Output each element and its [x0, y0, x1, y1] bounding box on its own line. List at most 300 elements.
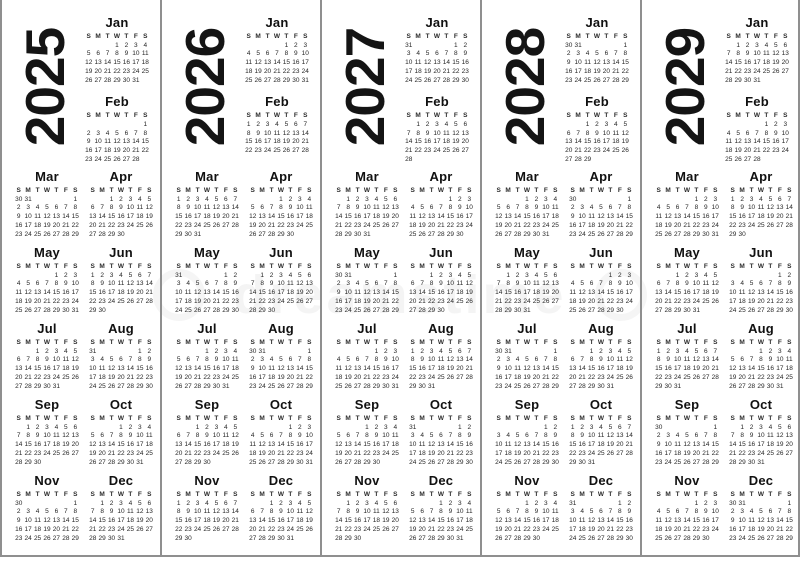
- month-grid: [494, 491, 560, 543]
- date-cell: 31: [132, 76, 140, 84]
- date-cell: 22: [569, 449, 577, 457]
- date-cell: 29: [692, 230, 701, 238]
- date-cell: 6: [745, 129, 750, 137]
- date-cell: 12: [249, 213, 257, 221]
- date-cell: 7: [275, 50, 279, 58]
- date-cell: 17: [71, 289, 79, 297]
- date-cell: 17: [405, 67, 413, 75]
- date-cell: 1: [73, 195, 78, 203]
- weekday-header-cell: S: [627, 415, 632, 422]
- date-cell: 25: [456, 297, 464, 305]
- date-cell: 30: [738, 230, 746, 238]
- date-cell: 26: [729, 382, 737, 390]
- jan-feb-stack: [564, 12, 630, 166]
- date-cell: [286, 307, 295, 316]
- date-cell: 21: [683, 221, 691, 229]
- date-cell: 18: [245, 67, 253, 75]
- date-cell: 31: [587, 458, 596, 466]
- date-cell: 10: [301, 50, 309, 58]
- weekday-header-cell: S: [303, 112, 308, 120]
- date-cell: 3: [506, 356, 510, 364]
- weekday-header-cell: S: [726, 112, 731, 120]
- date-cell: 14: [132, 138, 140, 146]
- date-cell: 19: [495, 221, 503, 229]
- weekday-header-cell: M: [25, 339, 31, 346]
- weekday-header-cell: T: [269, 491, 274, 498]
- date-cell: 5: [86, 50, 91, 58]
- date-cell: 10: [212, 432, 221, 440]
- date-cell: 20: [184, 373, 192, 381]
- date-cell: 17: [286, 517, 295, 525]
- date-cell: 31: [753, 76, 761, 84]
- date-cell: 11: [738, 289, 746, 297]
- date-cell: 20: [427, 221, 436, 229]
- weekday-header-cell: F: [383, 187, 388, 194]
- weekday-header-cell: W: [277, 187, 285, 194]
- month-block: [724, 91, 790, 164]
- date-cell: 26: [664, 534, 672, 542]
- date-cell: 26: [231, 449, 239, 457]
- date-cell: 29: [193, 458, 202, 466]
- date-cell: 22: [175, 221, 183, 229]
- weekday-header-cell: W: [117, 415, 125, 422]
- month-block: [564, 12, 630, 85]
- date-cell: 11: [117, 280, 125, 288]
- weekday-header-cell: T: [195, 263, 200, 270]
- date-cell: 25: [762, 67, 771, 75]
- date-cell: 2: [336, 280, 341, 288]
- date-cell: 9: [580, 432, 584, 440]
- month-name: Mar: [195, 169, 219, 184]
- year-top-band: [174, 12, 314, 166]
- date-cell: [88, 424, 97, 433]
- date-cell: 4: [553, 499, 558, 507]
- date-cell: [781, 77, 790, 86]
- year-wrap: [494, 12, 556, 162]
- date-cell: 23: [766, 373, 775, 381]
- date-cell: 30: [126, 458, 135, 466]
- weekday-header-cell: S: [467, 339, 472, 346]
- date-cell: 15: [551, 365, 559, 373]
- date-cell: 21: [231, 517, 239, 525]
- date-cell: [611, 156, 620, 165]
- date-cell: 14: [495, 289, 503, 297]
- weekday-header-cell: F: [137, 263, 142, 270]
- date-cell: 17: [363, 517, 371, 525]
- weekday-header-cell: W: [433, 33, 441, 40]
- date-cell: [267, 196, 276, 205]
- date-cell: 2: [448, 499, 453, 507]
- weekday-header-cell: T: [288, 187, 293, 194]
- weekday-header-cell: F: [453, 112, 458, 120]
- date-cell: 13: [418, 517, 426, 525]
- date-cell: 23: [551, 449, 559, 457]
- date-cell: [221, 459, 230, 468]
- date-cell: 29: [305, 382, 313, 390]
- weekday-header-cell: T: [35, 491, 40, 498]
- date-cell: 14: [766, 289, 775, 297]
- date-cell: 26: [277, 382, 285, 390]
- date-cell: [253, 42, 262, 51]
- date-cell: 8: [26, 432, 30, 440]
- date-cell: [551, 307, 560, 316]
- date-cell: 6: [138, 271, 142, 279]
- date-cell: 27: [738, 382, 746, 390]
- weekday-header-cell: T: [444, 112, 449, 120]
- date-cell: 29: [52, 306, 61, 314]
- date-cell: 19: [175, 373, 183, 381]
- date-cell: 9: [269, 280, 274, 288]
- date-cell: 25: [117, 297, 125, 305]
- date-cell: 20: [597, 525, 605, 533]
- date-cell: 16: [513, 289, 522, 297]
- month-block: [334, 470, 400, 546]
- date-cell: 31: [456, 534, 464, 542]
- date-cell: 28: [442, 76, 451, 84]
- date-cell: 20: [781, 59, 789, 67]
- date-cell: 23: [15, 230, 23, 238]
- date-cell: 5: [774, 41, 778, 49]
- date-cell: 4: [614, 120, 618, 128]
- date-cell: 16: [625, 517, 633, 525]
- date-cell: [14, 348, 23, 357]
- date-cell: 29: [452, 76, 460, 84]
- date-cell: 18: [33, 525, 42, 533]
- weekday-header-cell: T: [694, 415, 699, 422]
- date-cell: 22: [277, 221, 285, 229]
- date-cell: 2: [298, 423, 302, 431]
- date-cell: 19: [664, 525, 672, 533]
- date-cell: 19: [423, 67, 432, 75]
- date-cell: 31: [409, 423, 417, 431]
- date-cell: 13: [175, 441, 183, 449]
- weekday-header-cell: T: [109, 415, 114, 422]
- date-cell: 23: [107, 525, 116, 533]
- date-cell: 29: [569, 458, 577, 466]
- date-cell: 28: [574, 155, 582, 163]
- date-cell: 17: [587, 441, 596, 449]
- date-cell: 28: [578, 382, 586, 390]
- date-cell: 25: [126, 525, 135, 533]
- weekday-header-cell: F: [703, 415, 708, 422]
- weekday-header-cell: T: [374, 415, 379, 422]
- date-cell: 21: [184, 449, 192, 457]
- date-cell: 29: [734, 76, 742, 84]
- date-cell: 28: [683, 534, 691, 542]
- date-cell: 20: [606, 221, 615, 229]
- date-cell: 27: [587, 306, 596, 314]
- date-cell: 15: [738, 441, 746, 449]
- weekday-header-cell: F: [63, 263, 68, 270]
- date-cell: 19: [231, 441, 239, 449]
- date-cell: 1: [736, 41, 740, 49]
- date-cell: 18: [184, 297, 192, 305]
- month-grid: [174, 415, 240, 467]
- date-cell: 17: [602, 138, 611, 146]
- date-cell: [391, 231, 400, 240]
- date-cell: 26: [212, 221, 221, 229]
- date-cell: 2: [205, 423, 209, 431]
- weekday-header-cell: F: [293, 33, 298, 40]
- weekday-header-cell: T: [608, 263, 613, 270]
- weekday-header-cell: W: [117, 263, 125, 270]
- weekday-header-cell: S: [233, 187, 238, 194]
- date-cell: 14: [353, 441, 362, 449]
- date-cell: 7: [444, 50, 449, 58]
- date-cell: 8: [608, 280, 613, 288]
- date-cell: 16: [593, 138, 601, 146]
- date-cell: 10: [625, 280, 633, 288]
- date-cell: 24: [747, 221, 756, 229]
- date-cell: 3: [525, 271, 529, 279]
- month-block: [568, 470, 634, 546]
- month-row: [494, 166, 634, 242]
- date-cell: 11: [533, 280, 540, 288]
- date-cell: 4: [585, 50, 590, 58]
- date-cell: [465, 383, 474, 392]
- date-cell: [446, 307, 455, 316]
- month-grid: [248, 187, 314, 239]
- date-cell: 6: [16, 356, 21, 364]
- date-cell: 11: [62, 356, 70, 364]
- date-cell: 8: [100, 508, 104, 516]
- date-cell: 2: [355, 499, 360, 507]
- date-cell: 12: [62, 432, 70, 440]
- weekday-header-cell: M: [505, 263, 511, 270]
- weekday-header-cell: F: [773, 33, 778, 40]
- month-name: Jun: [269, 245, 293, 260]
- date-cell: [465, 307, 474, 316]
- weekday-header-cell: F: [297, 491, 302, 498]
- weekday-header-cell: M: [419, 339, 425, 346]
- date-cell: 26: [193, 306, 202, 314]
- date-cell: 24: [117, 525, 125, 533]
- weekday-header-cell: M: [255, 112, 261, 120]
- weekday-header-cell: M: [259, 263, 265, 270]
- date-cell: 14: [126, 365, 135, 373]
- jan-feb-stack: [724, 12, 790, 166]
- date-cell: 3: [195, 499, 200, 507]
- date-cell: 22: [414, 147, 422, 155]
- weekday-header-cell: T: [355, 263, 360, 270]
- date-cell: [381, 459, 390, 468]
- date-cell: 22: [621, 67, 629, 75]
- date-cell: 30: [532, 534, 541, 542]
- date-cell: 3: [288, 499, 293, 507]
- month-name: Aug: [748, 321, 774, 336]
- date-cell: 18: [465, 517, 473, 525]
- weekday-header-cell: S: [787, 263, 792, 270]
- weekday-header-cell: S: [176, 187, 181, 194]
- weekday-header-cell: W: [43, 339, 51, 346]
- weekday-header-cell: S: [627, 339, 632, 346]
- date-cell: 17: [305, 441, 313, 449]
- weekday-header-cell: T: [374, 263, 379, 270]
- month-name: May: [514, 245, 540, 260]
- date-cell: 23: [353, 221, 362, 229]
- date-cell: [135, 231, 144, 240]
- date-cell: 1: [618, 499, 622, 507]
- date-cell: 15: [113, 59, 121, 67]
- month-grid: [408, 339, 474, 391]
- date-cell: 19: [606, 441, 615, 449]
- date-cell: 11: [655, 213, 663, 221]
- date-cell: 14: [62, 213, 70, 221]
- date-cell: 15: [446, 213, 455, 221]
- month-block: [494, 470, 560, 546]
- weekday-header-cell: T: [54, 491, 59, 498]
- date-cell: 8: [740, 432, 744, 440]
- date-cell: 18: [286, 289, 295, 297]
- date-cell: [522, 424, 531, 433]
- date-cell: [413, 156, 422, 165]
- date-cell: 17: [606, 365, 615, 373]
- date-cell: 25: [437, 373, 445, 381]
- date-cell: [771, 156, 780, 165]
- date-cell: 17: [263, 138, 272, 146]
- date-cell: 22: [738, 449, 746, 457]
- date-cell: 25: [286, 297, 295, 305]
- date-cell: 8: [284, 50, 289, 58]
- date-cell: [231, 535, 240, 544]
- date-cell: 15: [776, 289, 784, 297]
- date-cell: 18: [597, 441, 605, 449]
- date-cell: 30: [296, 458, 304, 466]
- weekday-header-cell: F: [703, 491, 708, 498]
- date-cell: 6: [410, 280, 415, 288]
- month-grid: [14, 339, 80, 391]
- date-cell: 15: [175, 213, 183, 221]
- date-cell: 14: [747, 365, 756, 373]
- date-cell: 10: [747, 204, 756, 212]
- date-cell: 18: [513, 373, 522, 381]
- date-cell: [334, 196, 343, 205]
- date-cell: 11: [748, 517, 755, 525]
- date-cell: 27: [743, 155, 752, 163]
- weekday-header-cell: W: [757, 491, 765, 498]
- date-cell: 4: [246, 50, 251, 58]
- date-cell: 25: [551, 525, 559, 533]
- date-cell: 26: [145, 221, 153, 229]
- month-grid: [404, 112, 470, 164]
- date-cell: 23: [565, 76, 573, 84]
- date-cell: 15: [175, 517, 183, 525]
- date-cell: 4: [205, 499, 209, 507]
- date-cell: 24: [89, 382, 97, 390]
- date-cell: 1: [26, 423, 30, 431]
- date-cell: 3: [384, 423, 388, 431]
- weekday-header-cell: M: [185, 339, 191, 346]
- date-cell: 21: [776, 525, 784, 533]
- date-cell: 15: [523, 517, 531, 525]
- date-cell: 31: [222, 382, 230, 390]
- date-cell: 18: [762, 59, 771, 67]
- month-grid: [14, 263, 80, 315]
- weekday-header-cell: T: [534, 263, 539, 270]
- date-cell: 26: [606, 449, 615, 457]
- date-cell: 1: [585, 120, 590, 128]
- weekday-header-cell: T: [265, 33, 270, 40]
- date-cell: 24: [212, 449, 221, 457]
- date-cell: 18: [117, 289, 125, 297]
- date-cell: [122, 121, 131, 130]
- date-cell: 4: [410, 204, 415, 212]
- date-cell: 29: [785, 534, 793, 542]
- date-cell: 27: [757, 306, 765, 314]
- date-cell: 27: [776, 221, 784, 229]
- date-cell: 14: [418, 289, 426, 297]
- date-cell: 27: [569, 382, 577, 390]
- date-cell: 6: [307, 271, 312, 279]
- month-name: Sep: [194, 397, 220, 412]
- weekday-header-cell: S: [143, 33, 148, 40]
- month-block: [728, 166, 794, 242]
- date-cell: [343, 348, 352, 357]
- date-cell: 31: [117, 534, 125, 542]
- date-cell: [568, 272, 577, 281]
- weekday-header-cell: T: [54, 263, 59, 270]
- year-column: [0, 0, 160, 556]
- date-cell: 23: [62, 297, 70, 305]
- weekday-header-cell: S: [393, 263, 398, 270]
- date-cell: 20: [673, 525, 682, 533]
- date-cell: 5: [580, 280, 584, 288]
- date-cell: 28: [126, 382, 135, 390]
- date-cell: 15: [729, 213, 737, 221]
- date-cell: 22: [692, 525, 701, 533]
- date-cell: 17: [542, 517, 550, 525]
- date-cell: [97, 348, 106, 357]
- date-cell: 29: [409, 382, 417, 390]
- date-cell: 12: [418, 213, 426, 221]
- date-cell: 3: [26, 508, 30, 516]
- date-cell: 26: [625, 373, 633, 381]
- date-cell: 8: [525, 508, 529, 516]
- date-cell: 22: [452, 67, 460, 75]
- weekday-header-cell: T: [608, 339, 613, 346]
- date-cell: 19: [766, 213, 775, 221]
- date-cell: [747, 231, 756, 240]
- date-cell: 25: [418, 458, 426, 466]
- date-cell: 11: [456, 280, 464, 288]
- date-cell: 7: [768, 280, 773, 288]
- date-cell: [107, 424, 116, 433]
- date-cell: 18: [683, 365, 691, 373]
- month-grid: [248, 339, 314, 391]
- date-cell: [494, 272, 503, 281]
- date-cell: 14: [15, 441, 23, 449]
- date-cell: 31: [542, 230, 550, 238]
- date-cell: 5: [45, 204, 49, 212]
- date-cell: 6: [260, 204, 264, 212]
- date-cell: 9: [627, 508, 632, 516]
- date-cell: 22: [372, 373, 381, 381]
- date-cell: 27: [89, 230, 97, 238]
- weekday-header-cell: T: [675, 339, 680, 346]
- date-cell: 12: [43, 517, 51, 525]
- weekday-header-cell: S: [16, 263, 21, 270]
- date-cell: 20: [551, 289, 559, 297]
- date-cell: 1: [544, 423, 548, 431]
- month-grid: [14, 187, 80, 239]
- weekday-header-cell: S: [570, 263, 575, 270]
- date-cell: 10: [43, 432, 51, 440]
- date-cell: [202, 535, 211, 544]
- date-cell: 25: [249, 458, 257, 466]
- month-grid: [564, 33, 630, 85]
- date-cell: [14, 272, 23, 281]
- date-cell: 28: [363, 382, 371, 390]
